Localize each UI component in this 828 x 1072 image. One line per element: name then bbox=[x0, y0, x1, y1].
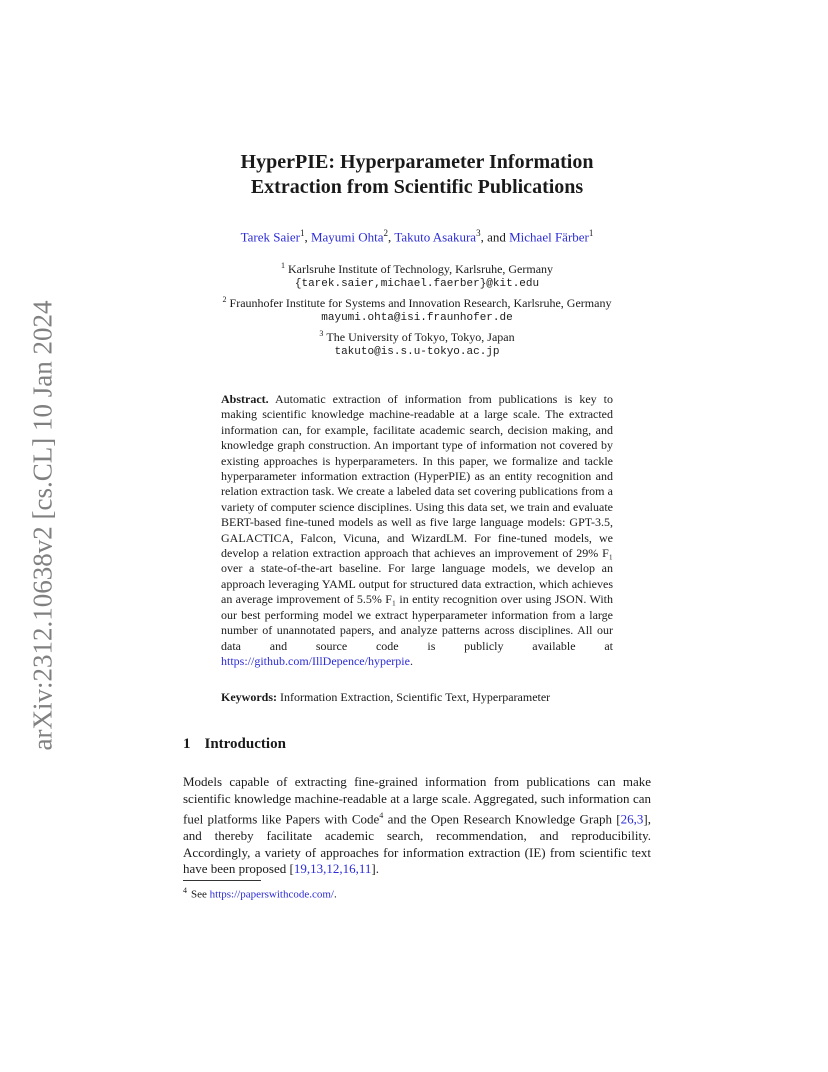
author-link[interactable]: Michael Färber bbox=[509, 229, 589, 245]
affiliation-name: Fraunhofer Institute for Systems and Innovation Research, Karlsruhe, Germany bbox=[229, 296, 612, 310]
title-line-1: HyperPIE: Hyperparameter Information bbox=[240, 151, 594, 173]
author-affil-sup: 3 bbox=[476, 228, 481, 238]
affiliation-line bbox=[183, 292, 651, 311]
author-link[interactable]: Mayumi Ohta bbox=[310, 229, 384, 245]
paper-title bbox=[183, 150, 651, 200]
affiliation-email: mayumi.ohta@isi.fraunhofer.de bbox=[321, 312, 513, 324]
author-separator: , and bbox=[480, 229, 510, 245]
affiliation-sup: 1 bbox=[280, 261, 285, 270]
footnote-link[interactable]: https://paperswithcode.com/ bbox=[209, 888, 334, 901]
abstract-period: . bbox=[409, 653, 413, 668]
footnote-label: See bbox=[191, 888, 207, 901]
footnote bbox=[183, 886, 337, 901]
abstract-label: Abstract. bbox=[221, 392, 269, 406]
citation-link[interactable]: 26,3 bbox=[620, 810, 644, 826]
code-repository-link[interactable]: https://github.com/IllDepence/hyperpie bbox=[221, 653, 410, 668]
intro-text: ]. bbox=[371, 861, 379, 877]
intro-text: Models capable of extracting fine-grained information from publications can make scientific knowledge machine-readable at a large scale. Aggregated, such information can fuel platforms like Papers with Code bbox=[183, 774, 651, 826]
abstract-text: Automatic extraction of information from publications is key to making scientific knowledge machine-readable at a large scale. The extracted information can, for example, facilitate academic search, decision making, and knowledge graph construction. An important type of information not covered by existing approaches is hyperparameters. In this paper, we formalize and tackle hyperparameter information extraction (HyperPIE) as an entity recognition and relation extraction task. We create a labeled data set covering publications from a variety of computer science disciplines. Using this data set, we train and evaluate BERT-based fine-tuned models as well as five large language models: GPT-3.5, GALACTICA, Falcon, Vicuna, and WizardLM. For fine-tuned models, we develop a relation extraction approach that achieves an improvement of 29% F₁ over a state-of-the-art baseline. For large language models, we develop an approach leveraging YAML output for structured data extraction, which achieves an average improvement of 5.5% F₁ in entity recognition over using JSON. With our best performing model we extract hyperparameter information from a large number of unannotated papers, and analyze patterns across disciplines. All our data and source code is publicly available at bbox=[221, 392, 614, 653]
footnote-divider bbox=[183, 880, 261, 881]
section-heading bbox=[183, 736, 286, 753]
arxiv-sidebar-identifier bbox=[18, 290, 68, 760]
intro-text: and the Open Research Knowledge Graph [ bbox=[383, 810, 621, 826]
affiliation-email: takuto@is.s.u-tokyo.ac.jp bbox=[334, 346, 500, 358]
section-title: Introduction bbox=[204, 736, 286, 752]
citation-link[interactable]: 19,13,12,16,11 bbox=[293, 861, 372, 877]
affiliations bbox=[183, 258, 651, 360]
author-separator: , bbox=[304, 229, 311, 245]
footnote-number: 4 bbox=[183, 886, 187, 895]
affiliation-sup: 2 bbox=[222, 295, 227, 304]
affiliation-name: Karlsruhe Institute of Technology, Karlsruhe, Germany bbox=[287, 262, 554, 276]
affiliation-line bbox=[183, 326, 651, 345]
section-number: 1 bbox=[183, 736, 191, 752]
footnote-marker[interactable]: 4 bbox=[379, 810, 384, 820]
author-affil-sup: 1 bbox=[588, 228, 594, 238]
keywords-label: Keywords: bbox=[221, 690, 277, 704]
title-line-2: Extraction from Scientific Publications bbox=[250, 176, 584, 198]
intro-text: ], and thereby facilitate academic search, recommendation, and reproducibility. Accordingly, a variety of approaches for information extraction (IE) from scientific text have been proposed [ bbox=[183, 810, 651, 877]
affiliation-sup: 3 bbox=[319, 329, 324, 338]
author-list bbox=[183, 228, 651, 245]
author-link[interactable]: Takuto Asakura bbox=[394, 229, 477, 245]
author-link[interactable]: Tarek Saier bbox=[240, 229, 300, 245]
abstract bbox=[221, 392, 613, 669]
keywords-text: Information Extraction, Scientific Text, Hyperparameter bbox=[280, 690, 551, 704]
affiliation-email: {tarek.saier,michael.faerber}@kit.edu bbox=[294, 278, 540, 290]
arxiv-id-text: arXiv:2312.10638v2 [cs.CL] 10 Jan 2024 bbox=[27, 300, 58, 750]
introduction-paragraph bbox=[183, 774, 651, 878]
keywords bbox=[221, 690, 613, 705]
author-affil-sup: 2 bbox=[383, 228, 389, 238]
author-affil-sup: 1 bbox=[299, 228, 305, 238]
footnote-period: . bbox=[333, 888, 337, 901]
author-separator: , bbox=[388, 229, 395, 245]
affiliation-name: The University of Tokyo, Tokyo, Japan bbox=[326, 330, 515, 344]
affiliation-line bbox=[183, 258, 651, 277]
